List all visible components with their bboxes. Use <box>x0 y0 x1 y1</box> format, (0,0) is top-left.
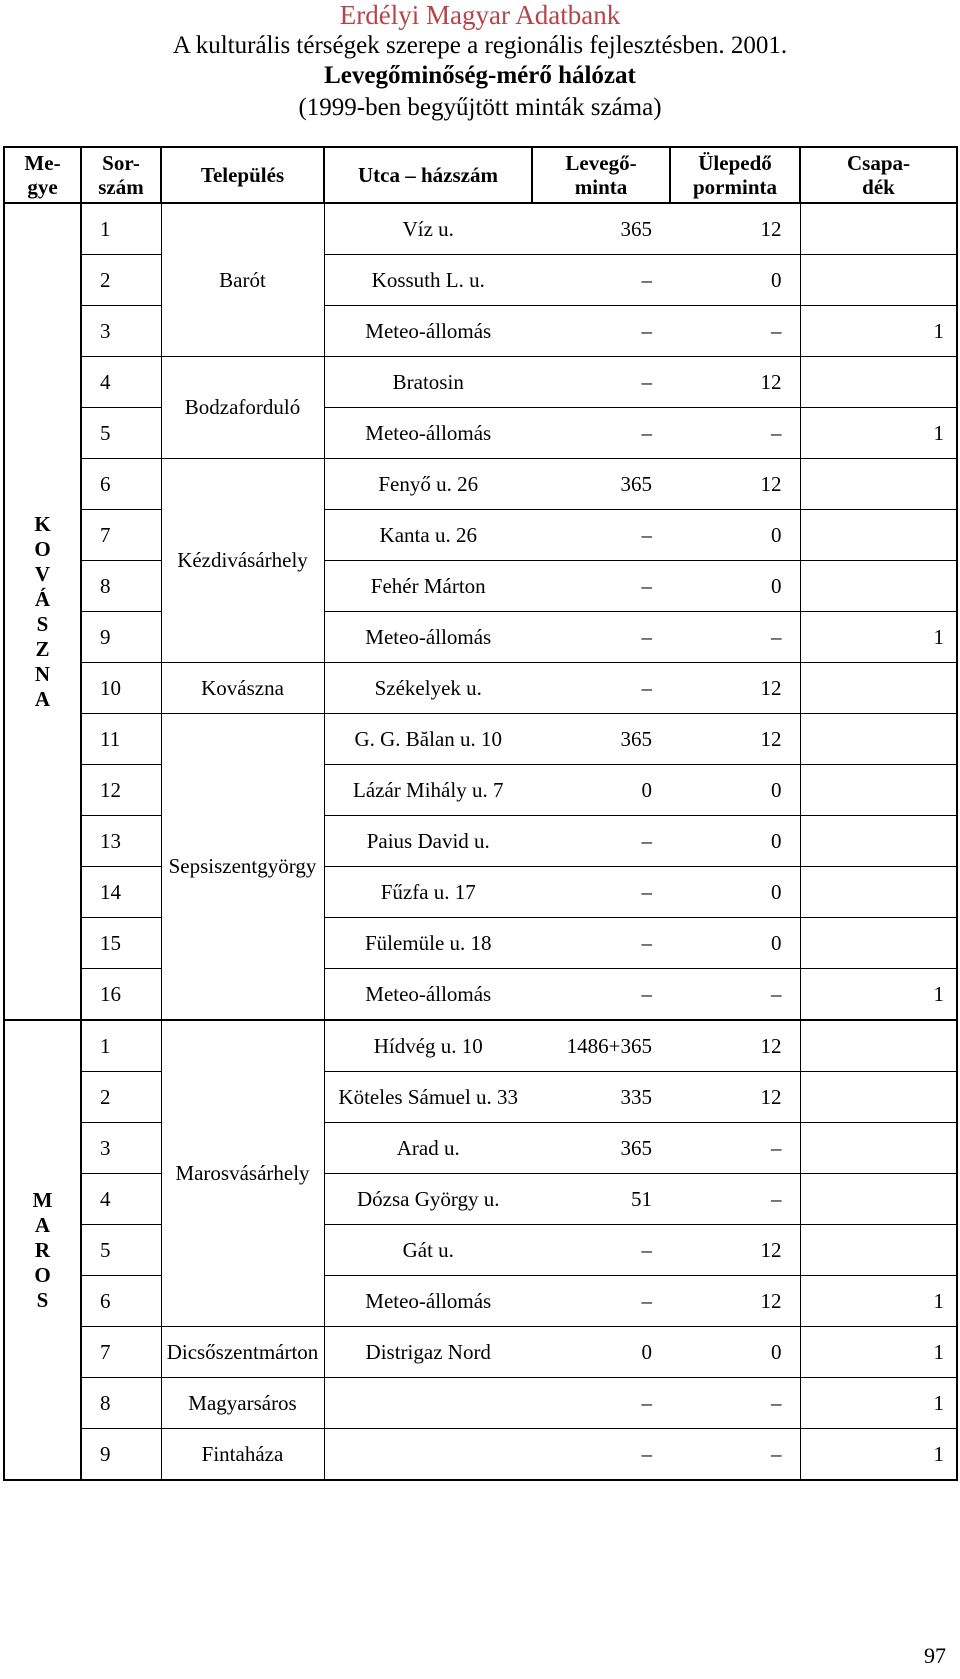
site-title: Erdélyi Magyar Adatbank <box>339 0 621 30</box>
table-row <box>4 1174 957 1225</box>
table-row <box>4 663 957 714</box>
county-letter: V <box>34 561 51 586</box>
cell-air-sample: 365 <box>532 459 670 510</box>
col-dep-line1: Ülepedő <box>698 151 772 175</box>
cell-deposit-sample: – <box>670 1123 800 1174</box>
county-letter: O <box>34 1262 51 1287</box>
cell-number: 3 <box>81 1123 161 1174</box>
cell-street: Fűzfa u. 17 <box>324 867 532 918</box>
col-street: Utca – házszám <box>324 147 532 203</box>
col-rain <box>800 147 957 203</box>
table-row <box>4 1429 957 1481</box>
cell-number: 7 <box>81 510 161 561</box>
table-row <box>4 1276 957 1327</box>
cell-deposit-sample: – <box>670 969 800 1021</box>
cell-deposit-sample: 0 <box>670 255 800 306</box>
cell-air-sample: – <box>532 408 670 459</box>
col-num <box>81 147 161 203</box>
cell-precipitation: 1 <box>800 1378 957 1429</box>
cell-number: 8 <box>81 1378 161 1429</box>
col-rain-line2: dék <box>862 175 895 199</box>
cell-air-sample: 335 <box>532 1072 670 1123</box>
cell-street: Meteo-állomás <box>324 612 532 663</box>
cell-town: Dicsőszentmárton <box>161 1327 324 1378</box>
county-name <box>4 203 81 1020</box>
cell-number: 2 <box>81 1072 161 1123</box>
cell-number: 1 <box>81 1020 161 1072</box>
cell-number: 8 <box>81 561 161 612</box>
county-letter: K <box>34 511 51 536</box>
cell-deposit-sample: 12 <box>670 459 800 510</box>
table-row <box>4 510 957 561</box>
cell-air-sample: – <box>532 1276 670 1327</box>
cell-street: Arad u. <box>324 1123 532 1174</box>
table-row <box>4 203 957 255</box>
cell-number: 9 <box>81 1429 161 1481</box>
cell-deposit-sample: – <box>670 612 800 663</box>
cell-precipitation <box>800 714 957 765</box>
cell-deposit-sample: 12 <box>670 714 800 765</box>
cell-number: 10 <box>81 663 161 714</box>
cell-street: Distrigaz Nord <box>324 1327 532 1378</box>
table-row <box>4 714 957 765</box>
cell-precipitation: 1 <box>800 408 957 459</box>
cell-air-sample: 51 <box>532 1174 670 1225</box>
cell-precipitation <box>800 765 957 816</box>
cell-air-sample: – <box>532 255 670 306</box>
table-row <box>4 765 957 816</box>
cell-precipitation <box>800 1225 957 1276</box>
table-row <box>4 969 957 1021</box>
cell-street: Bratosin <box>324 357 532 408</box>
cell-deposit-sample: 12 <box>670 357 800 408</box>
cell-number: 6 <box>81 459 161 510</box>
cell-precipitation <box>800 1020 957 1072</box>
table-title: Levegőminőség-mérő hálózat <box>324 62 636 89</box>
table-row <box>4 306 957 357</box>
table-row <box>4 1378 957 1429</box>
cell-number: 6 <box>81 1276 161 1327</box>
table-row <box>4 357 957 408</box>
cell-precipitation: 1 <box>800 1276 957 1327</box>
cell-air-sample: 365 <box>532 203 670 255</box>
page-number: 97 <box>924 1643 946 1668</box>
cell-precipitation <box>800 459 957 510</box>
cell-street: Meteo-állomás <box>324 1276 532 1327</box>
cell-deposit-sample: 12 <box>670 203 800 255</box>
county-letter: S <box>36 611 49 636</box>
cell-town: Barót <box>161 203 324 357</box>
cell-precipitation <box>800 663 957 714</box>
cell-air-sample: 0 <box>532 765 670 816</box>
cell-air-sample: – <box>532 918 670 969</box>
cell-air-sample: – <box>532 510 670 561</box>
col-county <box>4 147 81 203</box>
cell-street: Meteo-állomás <box>324 306 532 357</box>
cell-street: Meteo-állomás <box>324 969 532 1021</box>
cell-precipitation: 1 <box>800 612 957 663</box>
cell-deposit-sample: 12 <box>670 1072 800 1123</box>
cell-town: Bodzaforduló <box>161 357 324 459</box>
cell-street <box>324 1429 532 1481</box>
county-letter: A <box>34 686 51 711</box>
cell-street: Fülemüle u. 18 <box>324 918 532 969</box>
table-row <box>4 1225 957 1276</box>
cell-number: 16 <box>81 969 161 1021</box>
cell-air-sample: – <box>532 969 670 1021</box>
cell-air-sample: – <box>532 663 670 714</box>
cell-town: Magyarsáros <box>161 1378 324 1429</box>
col-dep <box>670 147 800 203</box>
cell-deposit-sample: 0 <box>670 1327 800 1378</box>
cell-air-sample: – <box>532 867 670 918</box>
cell-precipitation <box>800 357 957 408</box>
cell-deposit-sample: 0 <box>670 561 800 612</box>
col-dep-line2: porminta <box>693 175 777 199</box>
cell-precipitation <box>800 1123 957 1174</box>
cell-street: Dózsa György u. <box>324 1174 532 1225</box>
cell-town: Kovászna <box>161 663 324 714</box>
col-rain-line1: Csapa- <box>846 151 910 175</box>
cell-street: Székelyek u. <box>324 663 532 714</box>
cell-air-sample: – <box>532 306 670 357</box>
cell-deposit-sample: 12 <box>670 1020 800 1072</box>
cell-air-sample: – <box>532 357 670 408</box>
cell-air-sample: – <box>532 1429 670 1481</box>
cell-number: 4 <box>81 357 161 408</box>
cell-street: Lázár Mihály u. 7 <box>324 765 532 816</box>
cell-deposit-sample: 12 <box>670 1276 800 1327</box>
cell-deposit-sample: 12 <box>670 1225 800 1276</box>
cell-street: Meteo-állomás <box>324 408 532 459</box>
cell-precipitation <box>800 561 957 612</box>
cell-number: 15 <box>81 918 161 969</box>
cell-air-sample: 1486+365 <box>532 1020 670 1072</box>
cell-precipitation: 1 <box>800 1429 957 1481</box>
cell-deposit-sample: 0 <box>670 867 800 918</box>
county-name <box>4 1020 81 1480</box>
cell-air-sample: – <box>532 612 670 663</box>
table-row <box>4 1020 957 1072</box>
monitoring-table <box>3 146 958 1481</box>
cell-deposit-sample: – <box>670 1429 800 1481</box>
table-row <box>4 1123 957 1174</box>
county-letter: Á <box>34 586 51 611</box>
table-row <box>4 1072 957 1123</box>
col-county-line2: gye <box>27 175 58 199</box>
book-title: A kulturális térségek szerepe a regionális fejlesztésben. 2001. <box>172 32 788 59</box>
table-row <box>4 816 957 867</box>
cell-number: 9 <box>81 612 161 663</box>
cell-air-sample: – <box>532 561 670 612</box>
cell-precipitation <box>800 1174 957 1225</box>
cell-precipitation <box>800 510 957 561</box>
county-letter: O <box>34 536 51 561</box>
col-town: Település <box>161 147 324 203</box>
cell-town: Fintaháza <box>161 1429 324 1481</box>
cell-street: Fenyő u. 26 <box>324 459 532 510</box>
cell-street: G. G. Bălan u. 10 <box>324 714 532 765</box>
col-air-line2: minta <box>574 175 628 199</box>
cell-precipitation <box>800 816 957 867</box>
cell-number: 3 <box>81 306 161 357</box>
cell-precipitation <box>800 867 957 918</box>
cell-precipitation: 1 <box>800 969 957 1021</box>
table-row <box>4 612 957 663</box>
col-air <box>532 147 670 203</box>
cell-street: Kossuth L. u. <box>324 255 532 306</box>
col-num-line1: Sor- <box>102 151 140 175</box>
cell-number: 1 <box>81 203 161 255</box>
cell-air-sample: – <box>532 1378 670 1429</box>
table-row <box>4 918 957 969</box>
cell-deposit-sample: – <box>670 1174 800 1225</box>
cell-street: Paius David u. <box>324 816 532 867</box>
county-letter: M <box>32 1187 53 1212</box>
cell-street: Kanta u. 26 <box>324 510 532 561</box>
col-county-line1: Me- <box>24 151 61 175</box>
cell-town: Marosvásárhely <box>161 1020 324 1327</box>
cell-town: Kézdivásárhely <box>161 459 324 663</box>
table-row <box>4 1327 957 1378</box>
table-row <box>4 408 957 459</box>
cell-number: 4 <box>81 1174 161 1225</box>
county-letter: Z <box>35 636 50 661</box>
cell-air-sample: 365 <box>532 1123 670 1174</box>
table-row <box>4 561 957 612</box>
cell-number: 13 <box>81 816 161 867</box>
cell-number: 5 <box>81 1225 161 1276</box>
cell-street: Fehér Márton <box>324 561 532 612</box>
cell-town: Sepsiszentgyörgy <box>161 714 324 1021</box>
cell-number: 14 <box>81 867 161 918</box>
cell-precipitation <box>800 1072 957 1123</box>
county-letter: A <box>34 1212 51 1237</box>
cell-street: Hídvég u. 10 <box>324 1020 532 1072</box>
cell-precipitation <box>800 918 957 969</box>
cell-number: 2 <box>81 255 161 306</box>
cell-number: 11 <box>81 714 161 765</box>
table-row <box>4 867 957 918</box>
cell-air-sample: 0 <box>532 1327 670 1378</box>
cell-deposit-sample: – <box>670 408 800 459</box>
cell-street <box>324 1378 532 1429</box>
col-air-line1: Levegő- <box>565 151 637 175</box>
col-num-line2: szám <box>98 175 144 199</box>
header-row <box>4 147 957 203</box>
cell-precipitation: 1 <box>800 1327 957 1378</box>
cell-number: 12 <box>81 765 161 816</box>
table-subtitle: (1999-ben begyűjtött minták száma) <box>298 94 662 121</box>
cell-street: Köteles Sámuel u. 33 <box>324 1072 532 1123</box>
table-row <box>4 255 957 306</box>
county-letter: S <box>36 1287 49 1312</box>
table-row <box>4 459 957 510</box>
cell-deposit-sample: 0 <box>670 918 800 969</box>
cell-street: Gát u. <box>324 1225 532 1276</box>
cell-number: 7 <box>81 1327 161 1378</box>
cell-street: Víz u. <box>324 203 532 255</box>
cell-deposit-sample: 0 <box>670 765 800 816</box>
cell-precipitation <box>800 203 957 255</box>
cell-air-sample: – <box>532 1225 670 1276</box>
county-letter: N <box>34 661 51 686</box>
cell-number: 5 <box>81 408 161 459</box>
cell-deposit-sample: 12 <box>670 663 800 714</box>
cell-air-sample: – <box>532 816 670 867</box>
county-letter: R <box>34 1237 51 1262</box>
cell-deposit-sample: – <box>670 1378 800 1429</box>
cell-precipitation: 1 <box>800 306 957 357</box>
cell-precipitation <box>800 255 957 306</box>
cell-deposit-sample: – <box>670 306 800 357</box>
cell-deposit-sample: 0 <box>670 816 800 867</box>
cell-deposit-sample: 0 <box>670 510 800 561</box>
cell-air-sample: 365 <box>532 714 670 765</box>
